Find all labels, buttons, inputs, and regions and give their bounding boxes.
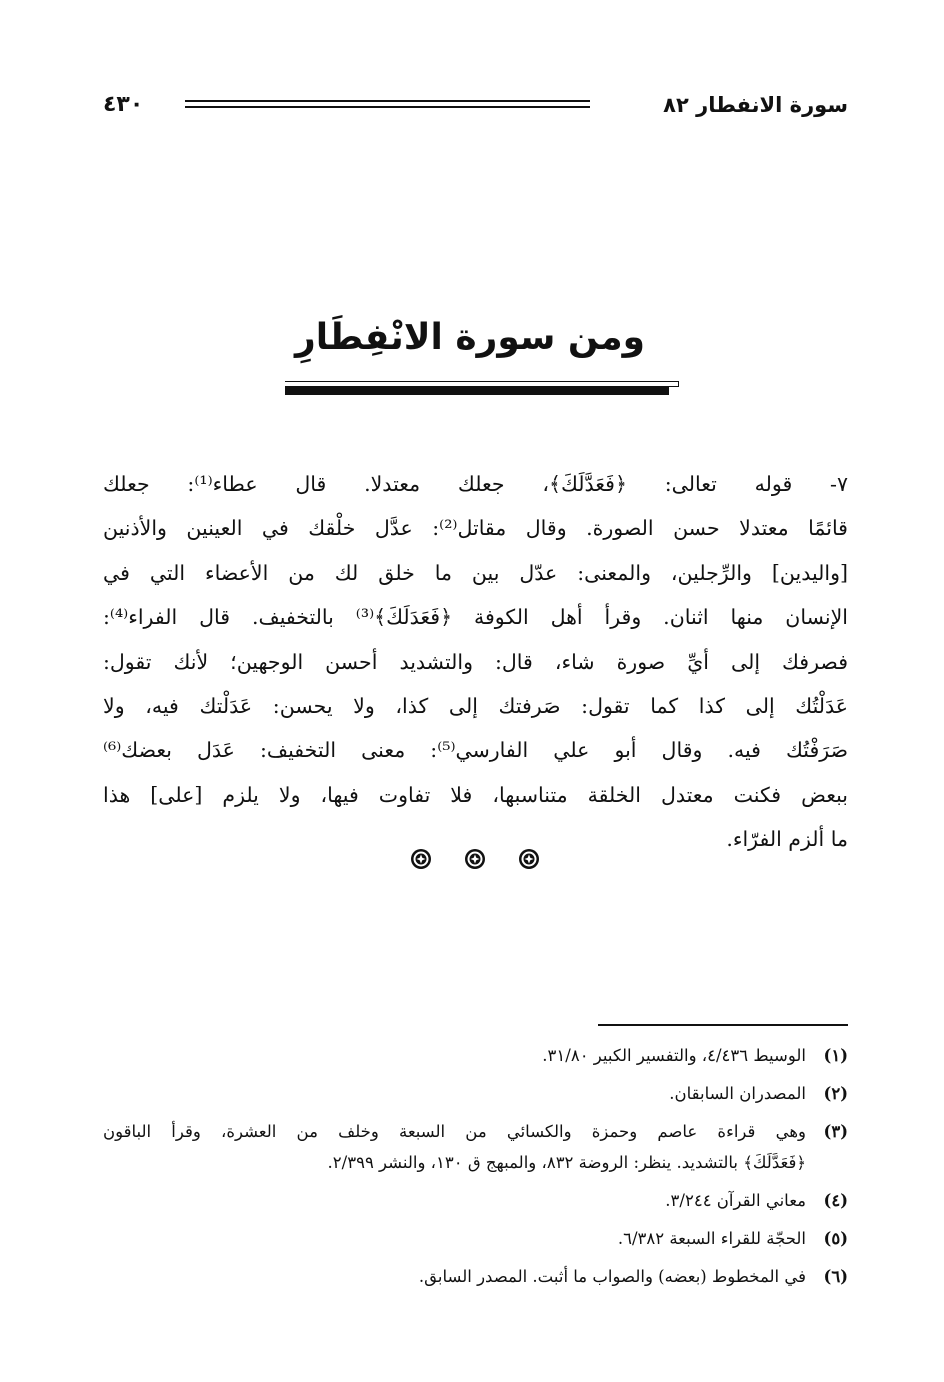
- footnote-number: (٢): [823, 1084, 848, 1103]
- footnote-number: (٦): [823, 1267, 848, 1286]
- page-number: ٤٣٠: [103, 92, 144, 117]
- footnote-text: الوسيط ٤/٤٣٦، والتفسير الكبير ٣١/٨٠.: [542, 1046, 806, 1065]
- footnote-number: (١): [823, 1046, 848, 1065]
- surah-title: ومن سورة الانْفِطَارِ: [295, 317, 645, 358]
- footnotes: [103, 1040, 848, 1299]
- footnote: [103, 1261, 848, 1292]
- body-line: [واليدين] والرِّجلين، والمعنى: عدّل بين ما خلق لك من الأعضاء التي في: [103, 560, 848, 585]
- footnote-number: (٥): [823, 1229, 848, 1248]
- footnote: [103, 1040, 848, 1071]
- section-separator: [410, 848, 540, 876]
- header-double-rule: [185, 100, 590, 108]
- body-line: قائمًا معتدلا حسن الصورة. وقال مقاتل⁽²⁾: عدَّل خلْقك في العينين والأذنين: [103, 516, 848, 541]
- body-line: صَرَفْتُك فيه. وقال أبو علي الفارسي⁽⁵⁾: معنى التخفيف: عَدَل بعضك⁽⁶⁾: [103, 738, 848, 763]
- body-line: ما ألزم الفرّاء.: [726, 827, 848, 852]
- footnote-text: المصدران السابقان.: [669, 1084, 806, 1103]
- running-header: [103, 90, 848, 124]
- body-line: فصرفك إلى أيِّ صورة شاء، قال: والتشديد أحسن الوجهين؛ لأنك تقول:: [103, 649, 848, 674]
- footnote-number: (٣): [823, 1122, 848, 1141]
- running-title: سورة الانفطار ٨٢: [663, 93, 848, 117]
- body-line: ٧- قوله تعالى: ﴿فَعَدَّلَكَ﴾، جعلك معتدلا. قال عطاء⁽¹⁾: جعلك: [103, 472, 848, 496]
- footnote-text: وهي قراءة عاصم وحمزة والكسائي من السبعة وخلف من العشرة، وقرأ الباقون: [103, 1122, 806, 1141]
- footnote-text: ﴿فَعَدَّلَكَ﴾ بالتشديد. ينظر: الروضة ٨٣٢، والمبهج ق ١٣٠، والنشر ٢/٣٩٩.: [327, 1153, 806, 1172]
- footnote-text: في المخطوط (بعضه) والصواب ما أثبت. المصدر السابق.: [418, 1267, 806, 1286]
- rosette-icon: [464, 848, 486, 870]
- footnote-text: معاني القرآن ٣/٢٤٤.: [665, 1191, 806, 1210]
- ornament-bar-bottom: [285, 387, 669, 395]
- footnote: [103, 1223, 848, 1254]
- body-line: عَدَلْتُك إلى كذا كما تقول: صَرفتك إلى كذا، ولا يحسن: عَدَلْتك فيه، ولا: [103, 693, 848, 718]
- commentary-body: [103, 462, 848, 862]
- body-line: الإنسان منها اثنان. وقرأ أهل الكوفة ﴿فَعَدَلَكَ﴾⁽³⁾ بالتخفيف. قال الفراء⁽⁴⁾:: [103, 605, 848, 630]
- title-underline-ornament: [285, 378, 679, 400]
- footnote: [103, 1116, 848, 1178]
- body-line: ببعض فكنت معتدل الخلقة متناسبها، فلا تفاوت فيها، ولا يلزم [على] هذا: [103, 782, 848, 807]
- footnote-text: الحجّة للقراء السبعة ٦/٣٨٢.: [617, 1229, 806, 1248]
- footnote: [103, 1185, 848, 1216]
- rosette-icon: [410, 848, 432, 870]
- footnote: [103, 1078, 848, 1109]
- footnote-rule: [598, 1024, 848, 1026]
- footnote-number: (٤): [823, 1191, 848, 1210]
- rosette-icon: [518, 848, 540, 870]
